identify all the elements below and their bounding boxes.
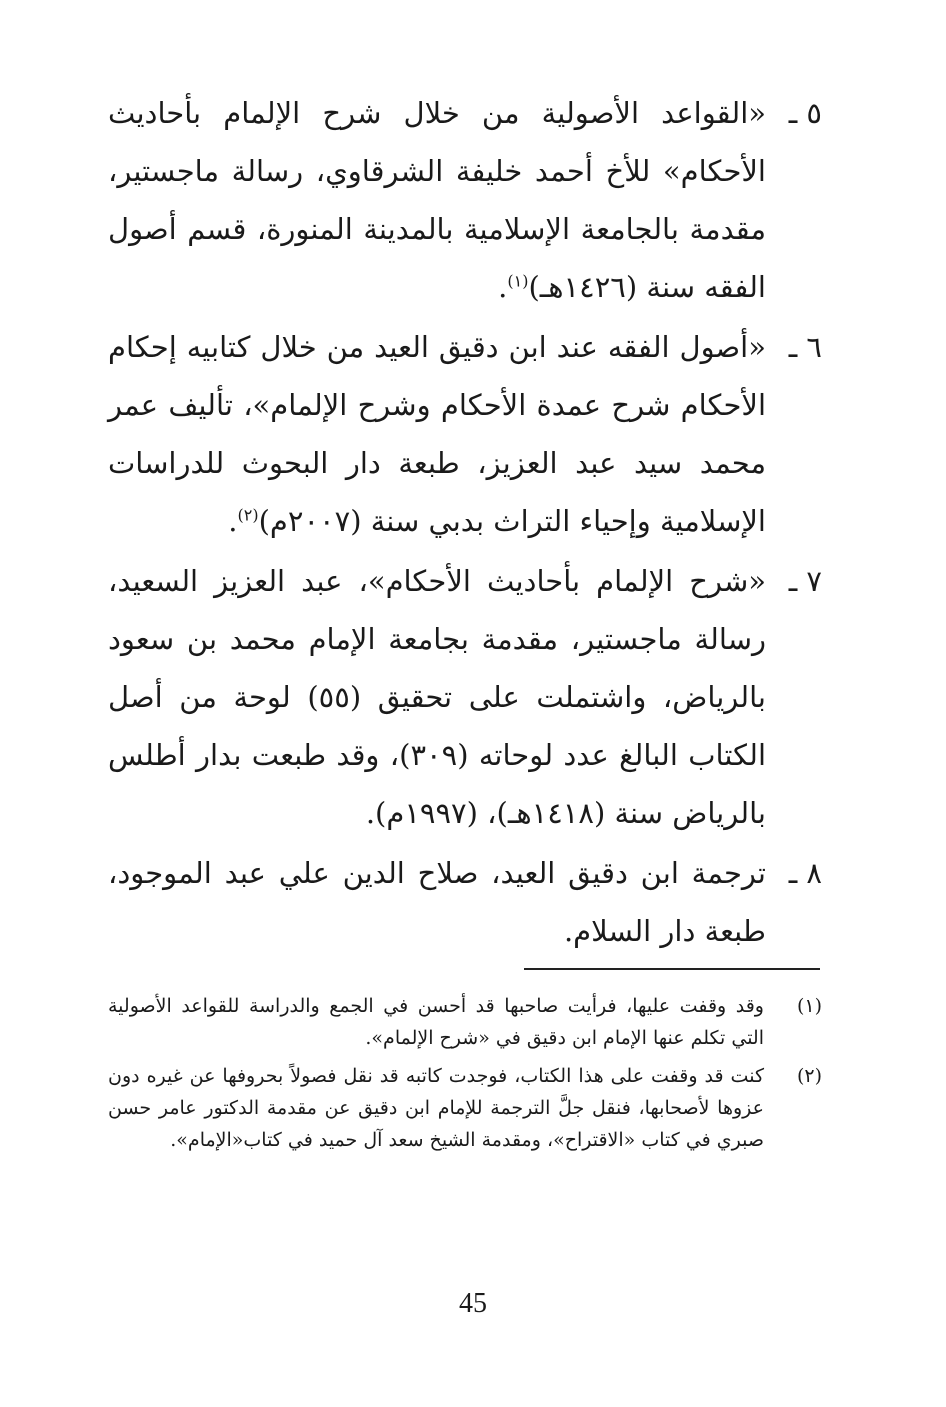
footnote-text: كنت قد وقفت على هذا الكتاب، فوجدت كاتبه قد نقل فصولاً بحروفها عن غيره دون عزوها لأصحابها، فنقل جلَّ الترجمة للإمام ابن دقيق عن مقدمة الدكتور عامر حسن صبري في كتاب «الاقتراح»، ومقدمة الشيخ سعد آل حميد في كتاب«الإمام». (108, 1065, 764, 1151)
item-text: ترجمة ابن دقيق العيد، صلاح الدين علي عبد الموجود، طبعة دار السلام. (108, 856, 766, 948)
item-end: . (498, 270, 508, 304)
footnote-divider (524, 968, 820, 970)
item-number: ٦ ـ (788, 330, 822, 364)
footnotes (108, 990, 822, 1162)
item-end: . (228, 504, 238, 538)
item-number: ٥ ـ (788, 96, 822, 130)
item-text: «القواعد الأصولية من خلال شرح الإلمام بأحاديث الأحكام» للأخ أحمد خليفة الشرقاوي، رسالة ماجستير، مقدمة بالجامعة الإسلامية بالمدينة المنورة، قسم أصول الفقه سنة (١٤٢٦هـ) (108, 96, 766, 304)
footnote (108, 990, 822, 1054)
footnote-ref: (١) (507, 271, 529, 291)
page-number: 45 (459, 1288, 487, 1319)
footnote-text: وقد وقفت عليها، فرأيت صاحبها قد أحسن في الجمع والدراسة للقواعد الأصولية التي تكلم عنها الإمام ابن دقيق في «شرح الإلمام». (108, 995, 764, 1049)
main-text (108, 84, 822, 962)
list-item (108, 318, 822, 550)
list-item (108, 844, 822, 960)
footnote-number: (٢) (796, 1065, 822, 1087)
footnote (108, 1060, 822, 1156)
item-text: «أصول الفقه عند ابن دقيق العيد من خلال كتابيه إحكام الأحكام شرح عمدة الأحكام وشرح الإلمام»، تأليف عمر محمد سيد عبد العزيز، طبعة دار البحوث للدراسات الإسلامية وإحياء التراث بدبي سنة (٢٠٠٧م) (108, 330, 766, 538)
item-text: «شرح الإلمام بأحاديث الأحكام»، عبد العزيز السعيد، رسالة ماجستير، مقدمة بجامعة الإمام محمد بن سعود بالرياض، واشتملت على تحقيق (٥٥) لوحة من أصل الكتاب البالغ عدد لوحاته (٣٠٩)، وقد طبعت بدار أطلس بالرياض سنة (١٤١٨هـ)، (١٩٩٧م). (108, 564, 767, 830)
list-item (108, 84, 822, 316)
item-number: ٨ ـ (788, 856, 822, 890)
item-number: ٧ ـ (788, 564, 822, 598)
list-item (108, 552, 822, 842)
footnote-ref: (٢) (237, 505, 259, 525)
footnote-number: (١) (796, 995, 822, 1017)
